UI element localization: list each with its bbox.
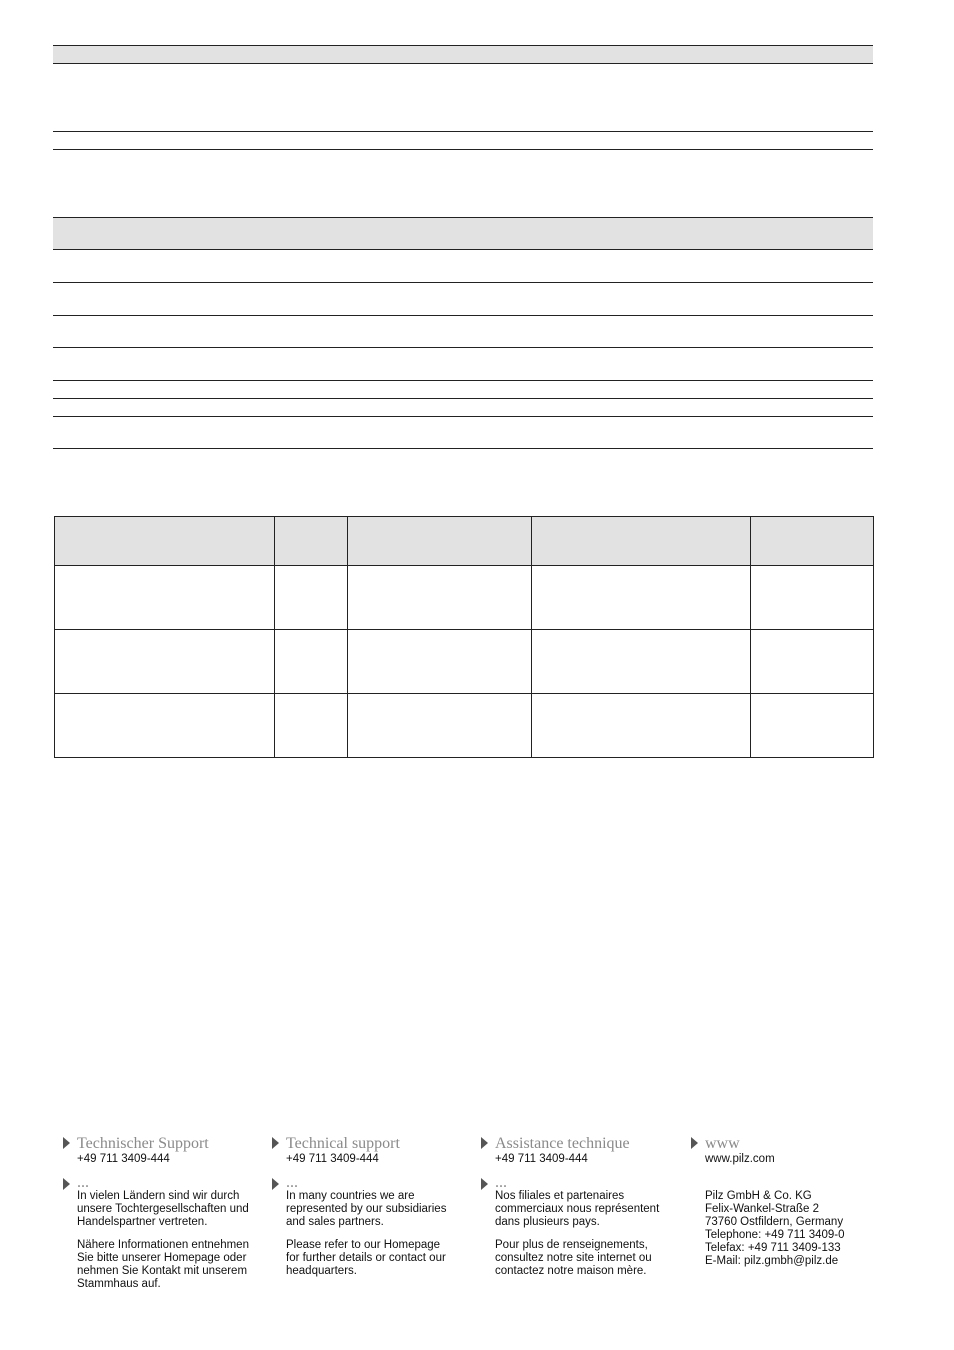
table-cell — [751, 566, 874, 630]
table-cell — [532, 566, 751, 630]
table-cell — [275, 694, 348, 758]
subsidiaries-text-en: In many countries we are represented by our subsidiaries and sales partners. — [286, 1190, 447, 1228]
support-phone-en: +49 711 3409-444 — [286, 1153, 379, 1165]
table2-rule — [53, 249, 873, 250]
footer-heading — [262, 1176, 462, 1190]
subsidiaries-text-de: In vielen Ländern sind wir durch unsere Tochtergesellschaften und Handelspartner vertreten. — [77, 1190, 249, 1228]
table-header-row — [55, 517, 874, 566]
table2-rule — [53, 398, 873, 399]
ellipsis-heading: ... — [286, 1174, 298, 1191]
table2-rule — [53, 282, 873, 283]
table-cell — [55, 694, 275, 758]
footer-support-en — [262, 1135, 462, 1278]
homepage-text-en: Please refer to our Homepage for further details or contact our headquarters. — [286, 1239, 446, 1277]
table-row — [55, 630, 874, 694]
table-cell — [55, 630, 275, 694]
table-cell — [275, 566, 348, 630]
table1-rule — [53, 63, 873, 64]
support-title-de: Technischer Support — [77, 1135, 209, 1152]
table-cell — [348, 694, 532, 758]
footer-www — [681, 1135, 881, 1268]
support-phone-fr: +49 711 3409-444 — [495, 1153, 588, 1165]
table1-header-band — [53, 46, 873, 63]
table-cell — [348, 566, 532, 630]
triangle-right-icon — [272, 1137, 279, 1149]
table-header-cell — [751, 517, 874, 566]
ellipsis-heading: ... — [77, 1174, 89, 1191]
table-header-cell — [275, 517, 348, 566]
footer-support-de — [53, 1135, 253, 1291]
table-cell — [348, 630, 532, 694]
triangle-right-icon — [63, 1178, 70, 1190]
table-cell — [275, 630, 348, 694]
table-cell — [532, 694, 751, 758]
table-cell — [532, 630, 751, 694]
table2-rule — [53, 347, 873, 348]
support-title-fr: Assistance technique — [495, 1135, 630, 1152]
order-table — [54, 516, 874, 758]
table2-rule — [53, 416, 873, 417]
table1-rule — [53, 149, 873, 150]
table-row — [55, 566, 874, 630]
homepage-text-fr: Pour plus de renseignements, consultez notre site internet ou contactez notre maison mère. — [495, 1239, 652, 1277]
table-header-cell — [532, 517, 751, 566]
triangle-right-icon — [691, 1137, 698, 1149]
triangle-right-icon — [481, 1137, 488, 1149]
table-cell — [751, 694, 874, 758]
footer-heading — [53, 1135, 253, 1153]
table-header-cell — [55, 517, 275, 566]
table1-rule — [53, 45, 873, 46]
table1-rule — [53, 131, 873, 132]
table2-rule — [53, 217, 873, 218]
table-cell — [55, 566, 275, 630]
ellipsis-heading: ... — [495, 1174, 507, 1191]
footer-heading — [471, 1176, 671, 1190]
footer-heading — [471, 1135, 671, 1153]
footer-heading — [262, 1135, 462, 1153]
company-address: Pilz GmbH & Co. KG Felix-Wankel-Straße 2 73760 Ostfildern, Germany Telephone: +49 711 3409-0 Telefax: +49 711 3409-133 E-Mail: pilz.gmbh@pilz.de — [705, 1190, 845, 1267]
table2-header-band — [53, 217, 873, 249]
homepage-text-de: Nähere Informationen entnehmen Sie bitte unserer Homepage oder nehmen Sie Kontakt mit unserem Stammhaus auf. — [77, 1239, 249, 1290]
table2-rule — [53, 448, 873, 449]
table2-rule — [53, 315, 873, 316]
table-cell — [751, 630, 874, 694]
footer-heading — [681, 1135, 881, 1153]
support-title-en: Technical support — [286, 1135, 400, 1152]
table-header-cell — [348, 517, 532, 566]
triangle-right-icon — [63, 1137, 70, 1149]
footer-heading — [53, 1176, 253, 1190]
triangle-right-icon — [481, 1178, 488, 1190]
website-link[interactable]: www.pilz.com — [705, 1153, 775, 1165]
support-phone-de: +49 711 3409-444 — [77, 1153, 170, 1165]
footer-support-fr — [471, 1135, 671, 1278]
www-title: www — [705, 1135, 740, 1152]
subsidiaries-text-fr: Nos filiales et partenaires commerciaux nous représentent dans plusieurs pays. — [495, 1190, 660, 1228]
table-row — [55, 694, 874, 758]
table2-rule — [53, 380, 873, 381]
triangle-right-icon — [272, 1178, 279, 1190]
